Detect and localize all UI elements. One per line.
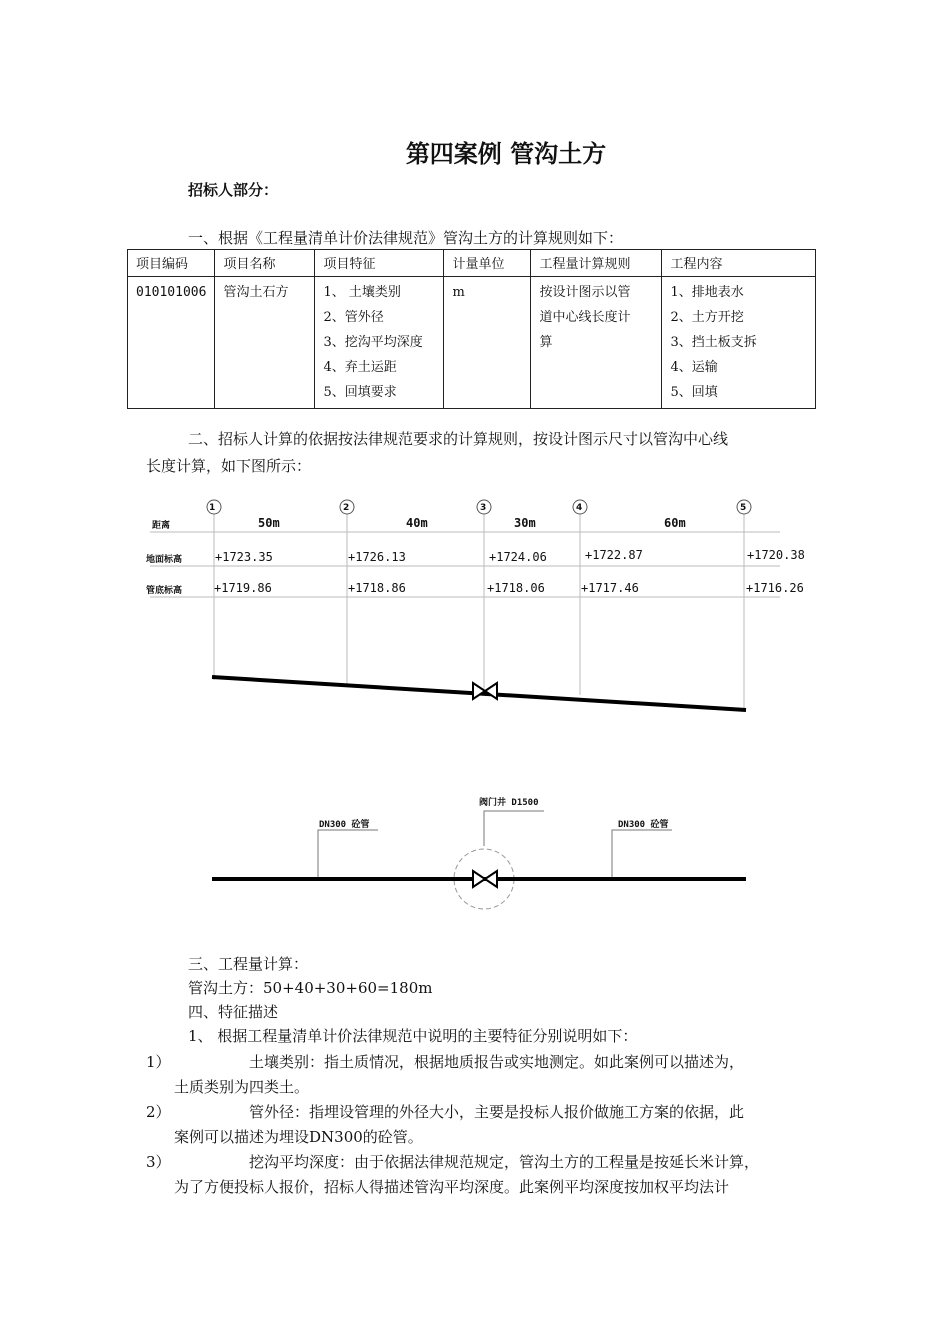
leader-valve-well bbox=[484, 811, 544, 846]
pipe-elevation: +1717.46 bbox=[581, 581, 639, 595]
pipe-profile-diagram bbox=[0, 490, 950, 730]
section-2-line-2: 长度计算，如下图所示： bbox=[146, 457, 312, 475]
ground-elevation: +1726.13 bbox=[348, 550, 406, 564]
section-2-line-1: 二、招标人计算的依据按法律规范要求的计算规则，按设计图示尺寸以管沟中心线 bbox=[188, 430, 729, 448]
segment-length: 50m bbox=[258, 516, 280, 530]
cell-rule bbox=[531, 277, 662, 409]
ground-elevation: +1723.35 bbox=[215, 550, 273, 564]
item-line-2: 土质类别为四类土。 bbox=[174, 1078, 310, 1096]
station-number: 1 bbox=[209, 503, 216, 513]
rule-line: 算 bbox=[539, 335, 553, 350]
segment-length: 40m bbox=[406, 516, 428, 530]
table-header-row bbox=[128, 250, 816, 277]
item-line-1: 挖沟平均深度：由于依据法律规范规定，管沟土方的工程量是按延长米计算， bbox=[249, 1153, 760, 1171]
station-number: 3 bbox=[480, 503, 487, 513]
item-line-2: 为了方便投标人报价，招标人得描述管沟平均深度。此案例平均深度按加权平均法计 bbox=[174, 1178, 730, 1196]
station-markers bbox=[207, 500, 751, 514]
rule-line: 按设计图示以管 bbox=[539, 285, 631, 300]
section-4-intro: 1、 根据工程量清单计价法律规范中说明的主要特征分别说明如下： bbox=[188, 1027, 638, 1045]
cell-features bbox=[315, 277, 444, 409]
leader-left bbox=[318, 830, 378, 878]
pipe-plan-diagram bbox=[0, 790, 950, 920]
content-line: 1、排地表水 bbox=[670, 285, 744, 300]
page-title: 第四案例 管沟土方 bbox=[405, 140, 607, 168]
header-content: 工程内容 bbox=[662, 250, 816, 277]
pipe-elevation: +1718.86 bbox=[348, 581, 406, 595]
valve-well-label: 阀门井 D1500 bbox=[479, 798, 539, 808]
ground-elevation: +1724.06 bbox=[489, 550, 547, 564]
content-line: 4、运输 bbox=[670, 360, 718, 375]
cell-code: 010101006 bbox=[128, 277, 215, 409]
station-number: 4 bbox=[576, 503, 583, 513]
content-line: 2、土方开挖 bbox=[670, 310, 744, 325]
feature-line: 4、弃土运距 bbox=[323, 360, 397, 375]
pipe-label-right: DN300 砼管 bbox=[618, 820, 669, 830]
item-line-1: 土壤类别：指土质情况，根据地质报告或实地测定。如此案例可以描述为， bbox=[249, 1053, 745, 1071]
pipe-elevation: +1718.06 bbox=[487, 581, 545, 595]
quantity-calculation: 管沟土方：50+40+30+60=180m bbox=[188, 979, 433, 997]
segment-length: 60m bbox=[664, 516, 686, 530]
feature-line: 2、管外径 bbox=[323, 310, 384, 325]
content-line: 3、挡土板支拆 bbox=[670, 335, 757, 350]
section-subtitle: 招标人部分： bbox=[188, 181, 279, 199]
cell-unit: m bbox=[444, 277, 531, 409]
header-features: 项目特征 bbox=[315, 250, 444, 277]
rule-line: 道中心线长度计 bbox=[539, 310, 631, 325]
cell-content bbox=[662, 277, 816, 409]
segment-length: 30m bbox=[514, 516, 536, 530]
rules-table bbox=[127, 249, 816, 409]
table-row bbox=[128, 277, 816, 409]
item-number: 3） bbox=[146, 1153, 171, 1171]
item-number: 2） bbox=[146, 1103, 171, 1121]
feature-line: 3、挖沟平均深度 bbox=[323, 335, 423, 350]
item-line-2: 案例可以描述为埋设DN300的砼管。 bbox=[174, 1128, 423, 1146]
ground-elevation: +1722.87 bbox=[585, 548, 643, 562]
header-code: 项目编码 bbox=[128, 250, 215, 277]
cell-name: 管沟土石方 bbox=[215, 277, 315, 409]
valve-icon bbox=[473, 683, 497, 699]
feature-line: 1、 土壤类别 bbox=[323, 285, 401, 300]
pipe-elevation: +1716.26 bbox=[746, 581, 804, 595]
valve-icon bbox=[473, 871, 497, 887]
row-label-ground: 地面标高 bbox=[146, 555, 183, 565]
item-line-1: 管外径：指埋设管理的外径大小，主要是投标人报价做施工方案的依据，此 bbox=[249, 1103, 745, 1121]
station-number: 5 bbox=[740, 503, 747, 513]
section-4-heading: 四、特征描述 bbox=[188, 1003, 279, 1021]
pipe-label-left: DN300 砼管 bbox=[319, 820, 370, 830]
item-number: 1） bbox=[146, 1053, 171, 1071]
section-3-heading: 三、工程量计算： bbox=[188, 955, 309, 973]
section-1-heading: 一、根据《工程量清单计价法律规范》管沟土方的计算规则如下： bbox=[188, 229, 624, 247]
header-name: 项目名称 bbox=[215, 250, 315, 277]
content-line: 5、回填 bbox=[670, 385, 718, 400]
feature-line: 5、回填要求 bbox=[323, 385, 397, 400]
header-unit: 计量单位 bbox=[444, 250, 531, 277]
row-label-distance: 距离 bbox=[152, 521, 171, 531]
pipe-elevation: +1719.86 bbox=[214, 581, 272, 595]
ground-elevation: +1720.38 bbox=[747, 548, 805, 562]
station-number: 2 bbox=[343, 503, 350, 513]
leader-right bbox=[612, 830, 672, 878]
row-label-pipe: 管底标高 bbox=[146, 586, 183, 596]
header-rule: 工程量计算规则 bbox=[531, 250, 662, 277]
